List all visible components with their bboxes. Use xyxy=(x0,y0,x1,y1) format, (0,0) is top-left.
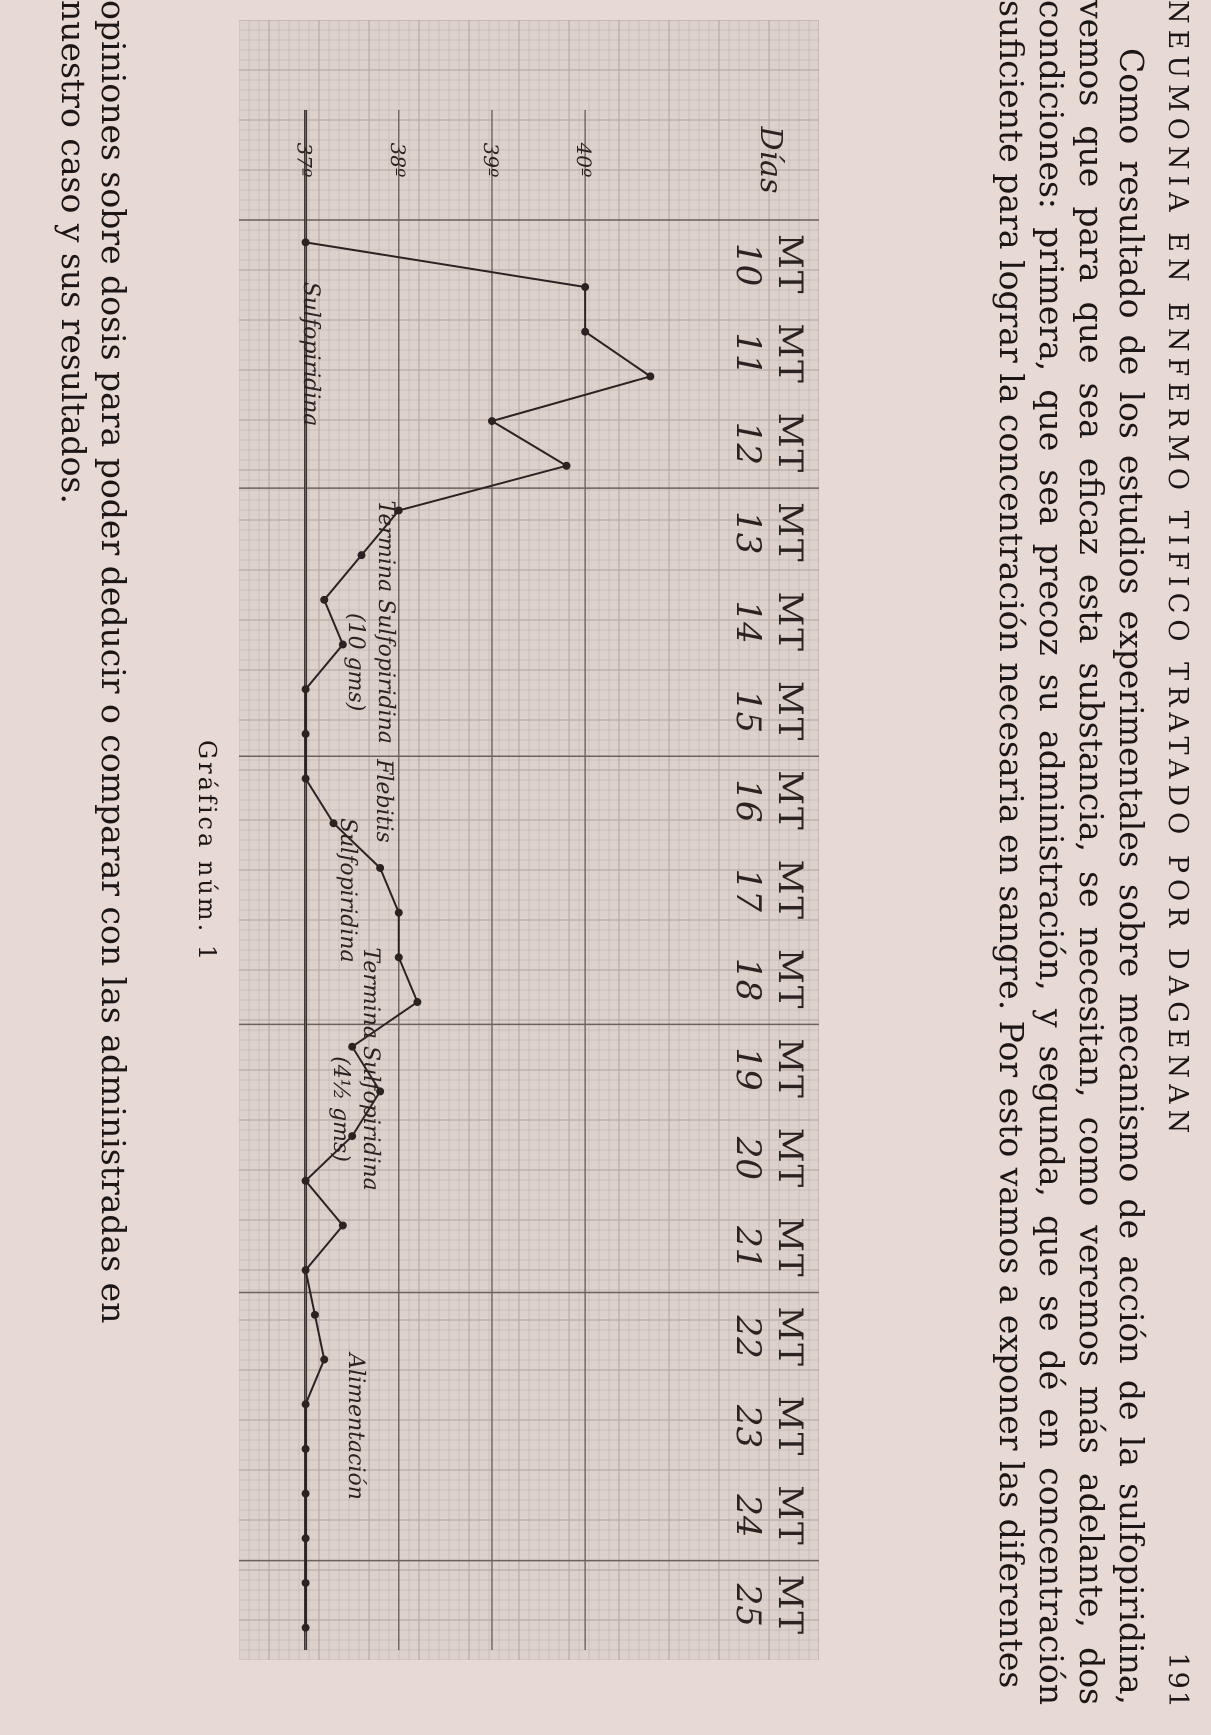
data-point xyxy=(395,909,403,917)
page-number: 191 xyxy=(1162,1652,1193,1710)
top-paragraph-text: Como resultado de los estudios experimentales sobre mecanismo de acción de la sulfopiridina, vemos que para que sea eficaz esta substancia, se necesitan, como veremos más adelante, dos condiciones: primera, que sea precoz su administración, y segunda, que se dé en concentración suficiente para lograr la concentración necesaria en sangre. Por esto vamos a exponer las diferentes xyxy=(992,0,1151,1705)
x-tick-label: 17 xyxy=(728,868,768,912)
data-point xyxy=(320,596,328,604)
data-point xyxy=(348,1043,356,1051)
data-point xyxy=(358,551,366,559)
x-period-label: MT xyxy=(770,1485,810,1547)
x-tick-label: 11 xyxy=(728,332,768,376)
x-tick-label: 15 xyxy=(728,689,768,734)
data-point xyxy=(302,730,310,738)
data-point xyxy=(563,462,571,470)
x-period-label: MT xyxy=(770,412,810,475)
data-point xyxy=(488,417,496,425)
x-period-label: MT xyxy=(770,591,810,653)
y-tick-label: 37º xyxy=(292,142,317,178)
data-point xyxy=(302,1445,310,1453)
chart-annotation: Termina Sulfopiridina xyxy=(373,500,398,744)
x-tick-label: 12 xyxy=(728,421,768,466)
chart-annotation: (4½ gms) xyxy=(328,1056,353,1162)
temperature-chart xyxy=(239,20,819,1660)
data-point xyxy=(302,1400,310,1408)
data-point xyxy=(395,953,403,961)
x-tick-label: 18 xyxy=(728,958,768,1002)
x-period-label: MT xyxy=(770,859,810,922)
x-period-label: MT xyxy=(770,323,810,385)
x-period-label: MT xyxy=(770,948,810,1011)
x-period-label: MT xyxy=(770,1574,810,1637)
data-point xyxy=(339,1221,347,1229)
x-tick-label: 10 xyxy=(728,243,768,287)
data-point xyxy=(302,1534,310,1542)
x-period-label: MT xyxy=(770,233,810,296)
y-tick-label: 40º xyxy=(572,142,597,178)
y-tick-label: 38º xyxy=(385,142,410,178)
chart-annotation: Sulfopiridina xyxy=(335,817,360,963)
data-point xyxy=(320,1356,328,1364)
chart-annotation: (10 gms) xyxy=(343,612,368,712)
bottom-line-1: opiniones sobre dosis para poder deducir o comparar con las administradas en xyxy=(94,0,133,1324)
top-paragraph xyxy=(991,0,1151,1705)
data-point xyxy=(311,1311,319,1319)
data-point xyxy=(581,283,589,291)
data-point xyxy=(302,1177,310,1185)
data-point xyxy=(581,328,589,336)
bottom-paragraph xyxy=(53,0,133,1705)
chart-annotation: Alimentación xyxy=(343,1353,368,1500)
x-axis-label: Días xyxy=(753,126,788,194)
data-point xyxy=(413,998,421,1006)
data-point xyxy=(646,372,654,380)
y-tick-label: 39º xyxy=(478,142,503,178)
running-title: NEUMONIA EN ENFERMO TIFICO TRATADO POR DAGENAN xyxy=(1162,0,1193,1140)
x-tick-label: 25 xyxy=(728,1583,768,1627)
x-period-label: MT xyxy=(770,680,810,743)
data-point xyxy=(302,238,310,246)
data-point xyxy=(302,1490,310,1498)
x-period-label: MT xyxy=(770,1127,810,1190)
data-point xyxy=(302,1624,310,1632)
x-tick-label: 23 xyxy=(728,1404,768,1449)
x-tick-label: 20 xyxy=(728,1136,768,1181)
bottom-line-2: nuestro caso y sus resultados. xyxy=(54,0,93,504)
x-period-label: MT xyxy=(770,1395,810,1458)
x-period-label: MT xyxy=(770,1038,810,1100)
x-tick-label: 14 xyxy=(728,600,768,644)
data-point xyxy=(302,775,310,783)
x-tick-label: 13 xyxy=(728,511,768,555)
chart-annotation: Sulfopiridina xyxy=(298,281,323,427)
data-point xyxy=(376,864,384,872)
x-period-label: MT xyxy=(770,770,810,832)
x-period-label: MT xyxy=(770,1306,810,1368)
x-tick-label: 21 xyxy=(728,1226,768,1270)
x-tick-label: 19 xyxy=(728,1047,768,1091)
data-point xyxy=(302,1579,310,1587)
data-point xyxy=(302,1266,310,1274)
x-tick-label: 16 xyxy=(728,779,768,823)
chart-caption: Gráfica núm. 1 xyxy=(193,740,221,964)
chart-annotation: Termina Sulfopiridina xyxy=(358,947,383,1191)
x-period-label: MT xyxy=(770,1217,810,1279)
x-tick-label: 22 xyxy=(728,1315,768,1359)
chart-annotation: Flebitis xyxy=(371,759,396,843)
x-tick-label: 24 xyxy=(728,1494,768,1538)
data-point xyxy=(302,685,310,693)
x-period-label: MT xyxy=(770,502,810,564)
